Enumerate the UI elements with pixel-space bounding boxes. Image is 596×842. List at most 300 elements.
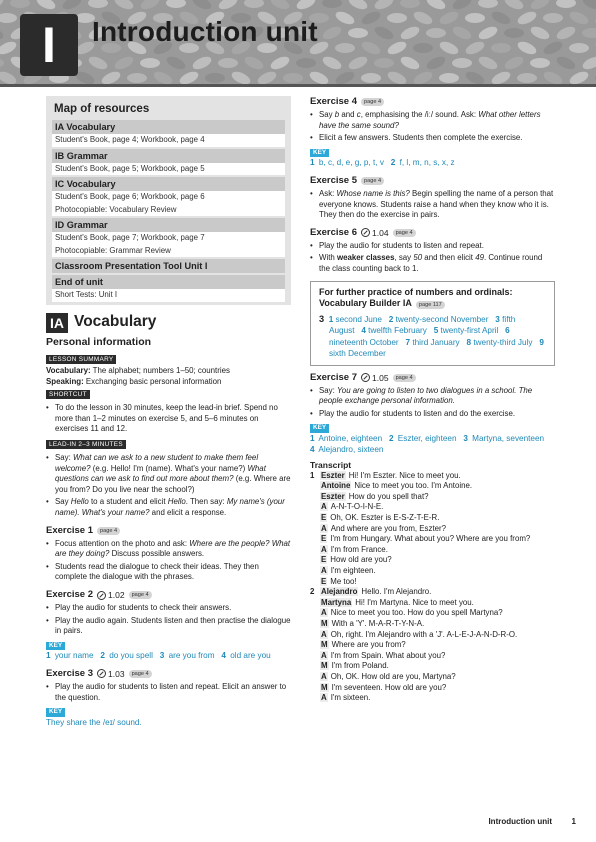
header-pattern-pill [308, 69, 330, 84]
header-pattern-pill [61, 0, 83, 12]
speaking-label: Speaking: [46, 376, 84, 386]
header-pattern-pill [0, 69, 18, 84]
header-pattern-pill [542, 69, 564, 84]
speaking-text: Exchanging basic personal information [83, 376, 222, 386]
header-pattern-pill [322, 0, 342, 8]
lesson-name: Vocabulary [74, 313, 157, 331]
key-label: KEY [310, 424, 329, 433]
map-section-heading: End of unit [52, 275, 285, 289]
answer-item: 1 b, c, d, e, g, p, t, v [310, 158, 384, 168]
map-section-heading: Classroom Presentation Tool Unit I [52, 259, 285, 273]
header-pattern-pill [244, 0, 264, 8]
answer-number: 2 [390, 158, 396, 168]
header-pattern-pill [243, 54, 265, 72]
speaker-label: M [321, 619, 328, 628]
exercise-1-heading: Exercise 1 page 4 [46, 525, 291, 537]
header-pattern-pill [400, 0, 420, 8]
page-ref-badge: page 4 [129, 591, 152, 599]
header-pattern-pill [256, 69, 278, 84]
header-pattern-pill [296, 58, 316, 68]
transcript-line [310, 619, 555, 630]
shortcut-tag: SHORTCUT [46, 390, 90, 399]
transcript-line [310, 471, 555, 482]
speech-text: With a 'Y'. M-A-R-T-Y-N-A. [331, 619, 425, 628]
step: • Play the audio for students to listen and repeat. [310, 241, 555, 252]
speech-text: I'm sixteen. [330, 693, 371, 703]
shortcut-list [46, 403, 291, 435]
header-pattern-pill [477, 24, 499, 42]
transcript-line [310, 651, 555, 662]
header-pattern-pill [100, 69, 122, 84]
leadin-item: • Say: What can we ask to a new student to make them feel welcome? (e.g. Hello! I'm (name). What's your name?) What questions can we ask to find out more about them? (e.g. Where are you from? Do you live near the school?) [46, 453, 291, 495]
answer-item: 4 Alejandro, sixteen [310, 444, 384, 454]
answer-number: 2 [388, 433, 394, 443]
audio-icon [361, 228, 370, 237]
speech-text: And where are you from, Eszter? [330, 523, 447, 533]
lesson-title [46, 313, 291, 333]
header-pattern-pill [543, 13, 563, 23]
answer-item: 2 f, l, m, n, s, x, z [390, 158, 455, 168]
header-pattern-pill [582, 28, 596, 38]
exercise-3-heading: Exercise 3 1.03 page 4 [46, 668, 291, 680]
header-pattern-pill [516, 39, 538, 57]
header-pattern-pill [373, 24, 395, 42]
answer-number: 4 [361, 326, 366, 336]
header-pattern-pill [139, 0, 161, 12]
speaker-label: A [321, 693, 327, 703]
speech-text: How old are you? [330, 555, 392, 565]
speech-text: Oh, right. I'm Alejandro with a 'J'. A-L-E-J-A-N-D-R-O. [330, 629, 518, 639]
track-number: 1.02 [108, 590, 125, 600]
step: • Play the audio again. Students listen and then practise the dialogue in pairs. [46, 616, 291, 637]
step: • Play the audio for students to listen and repeat. Elicit an answer to the question. [46, 682, 291, 703]
header-pattern-pill [0, 58, 4, 68]
speech-text: Nice to meet you too. I'm Antoine. [354, 481, 473, 491]
exercise-2-answers [46, 651, 291, 662]
header-pattern-pill [373, 0, 395, 12]
transcript-line [310, 534, 555, 545]
header-pattern-pill [425, 54, 447, 72]
leadin-list [46, 453, 291, 519]
speaker-label: A [321, 544, 327, 554]
header-pattern-pill [555, 54, 577, 72]
right-column [310, 96, 555, 704]
transcript-line [310, 577, 555, 588]
answer-number: 3 [495, 314, 500, 324]
answer-item: 3 are you from [159, 651, 215, 661]
speech-text: Oh, OK. Eszter is E-S-Z-T-E-R. [330, 513, 440, 523]
answer-number: 1 [310, 433, 315, 443]
header-pattern-pill [568, 9, 590, 27]
header-pattern-pill [490, 69, 512, 84]
answer-number: 3 [463, 433, 468, 443]
step: • Ask: Whose name is this? Begin spelling the name of a person that everyone knows. Students raise a hand when they know who it is. They then do the exercise in pairs. [310, 189, 555, 221]
header-pattern-pill [361, 73, 381, 83]
speech-text: A-N-T-O-I-N-E. [330, 502, 384, 512]
header-pattern-pill [465, 13, 485, 23]
map-section-heading: IC Vocabulary [52, 177, 285, 191]
header-pattern-pill [438, 9, 460, 27]
speaker-label: Martyna [321, 597, 352, 607]
header-pattern-pill [269, 0, 291, 12]
map-sections [52, 120, 285, 302]
speaker-label: Eszter [321, 491, 345, 501]
answer-item: 2 do you spell [100, 651, 153, 661]
further-practice-title: For further practice of numbers and ordinals: [319, 286, 513, 297]
header-pattern-pill [568, 69, 590, 84]
header-pattern-pill [439, 73, 459, 83]
exercise-7-heading: Exercise 7 1.05 page 4 [310, 372, 555, 384]
answer-number: 2 [388, 314, 394, 324]
header-pattern-pill [399, 54, 421, 72]
header-pattern-pill [165, 54, 187, 72]
lesson-summary [46, 366, 291, 387]
step: • Focus attention on the photo and ask: Where are the people? What are they doing? Discuss possible answers. [46, 539, 291, 560]
answer-item: 4 twelfth February [361, 326, 427, 336]
header-pattern-pill [166, 0, 186, 8]
speech-text: I'm seventeen. How old are you? [331, 682, 447, 692]
key-label: KEY [46, 708, 65, 717]
header-pattern-pill [334, 69, 356, 84]
exercise-4-heading: Exercise 4 page 4 [310, 96, 555, 108]
answer-number: 3 [159, 651, 165, 661]
header-pattern-pill [127, 73, 147, 83]
audio-icon [97, 591, 106, 600]
vocab-builder-ref: Vocabulary Builder IA page 117 [319, 298, 546, 310]
header-pattern-pill [556, 0, 576, 8]
header-pattern-pill [426, 28, 446, 38]
header-pattern-pill [413, 43, 433, 53]
dialogue-number: 1 [310, 470, 315, 480]
header-pattern-pill [530, 58, 550, 68]
answer-number: 5 [433, 326, 439, 336]
header-pattern-pill [0, 13, 17, 23]
map-section-heading: IA Vocabulary [52, 120, 285, 134]
header-pattern-pill [464, 69, 486, 84]
header-pattern-pill [0, 0, 5, 12]
header-rule [0, 84, 596, 87]
exercise-2-steps [46, 603, 291, 637]
speaker-label: A [321, 608, 327, 618]
header-pattern-pill [35, 0, 57, 12]
step: • Play the audio for students to listen and do the exercise. [310, 409, 555, 420]
header-pattern-pill [152, 69, 174, 84]
header-pattern-pill [451, 24, 473, 42]
left-column [46, 96, 291, 728]
speaker-label: Alejandro [321, 587, 358, 597]
map-of-resources [46, 96, 291, 305]
track-number: 1.04 [372, 227, 389, 238]
speaker-label: A [321, 650, 327, 660]
step: • Say: You are going to listen to two dialogues in a school. The people exchange personal information. [310, 386, 555, 407]
header-pattern-pill [347, 0, 369, 12]
header-pattern-pill [387, 13, 407, 23]
header-pattern-pill [516, 9, 538, 27]
map-section-line: Student's Book, page 5; Workbook, page 5 [52, 163, 285, 176]
header-pattern-pill [478, 0, 498, 8]
map-section-line: Student's Book, page 4; Workbook, page 4 [52, 134, 285, 147]
header-pattern-pill [348, 28, 368, 38]
exercise-number: 3 [319, 313, 325, 324]
transcript-line [310, 672, 555, 683]
page-number: 1 [571, 817, 576, 826]
map-section-line: Short Tests: Unit I [52, 289, 285, 302]
speech-text: I'm from France. [330, 544, 388, 554]
header-pattern-pill [386, 69, 408, 84]
header-pattern-pill [178, 69, 200, 84]
speech-text: I'm from Spain. What about you? [330, 650, 446, 660]
header-pattern-pill [464, 39, 486, 57]
header-pattern-pill [10, 0, 30, 8]
transcript-line [310, 545, 555, 556]
lesson-summary-tag: LESSON SUMMARY [46, 355, 116, 364]
answer-item: 3 fifth August [329, 314, 516, 336]
answer-item: 8 twenty-third July [466, 337, 533, 347]
answer-item: 6 nineteenth October [329, 326, 510, 347]
header-pattern-pill [230, 69, 252, 84]
speech-text: How do you spell that? [348, 491, 429, 501]
transcript-line [310, 693, 555, 704]
exercise-3-steps [46, 682, 291, 703]
header-pattern-pill [555, 24, 577, 42]
header-pattern-pill [321, 54, 343, 72]
header-pattern-pill [581, 54, 596, 72]
answer-number: 1 [310, 158, 315, 168]
exercise-3-answer: They share the /eɪ/ sound. [46, 717, 142, 727]
speech-text: I'm from Hungary. What about you? Where are you from? [330, 534, 531, 544]
header-pattern-pill [113, 54, 135, 72]
further-practice-box [310, 281, 555, 366]
answer-item: 1 second June [328, 314, 382, 324]
page-ref-badge: page 4 [97, 527, 120, 535]
header-pattern-pill [452, 58, 472, 68]
lesson-subtitle: Personal information [46, 335, 152, 348]
header-pattern-pill [0, 24, 5, 42]
header-pattern-pill [529, 24, 551, 42]
header-pattern-pill [205, 73, 225, 83]
transcript-line [310, 513, 555, 524]
header-pattern-pill [283, 73, 303, 83]
header-pattern-pill [569, 43, 589, 53]
speech-text: I'm eighteen. [330, 566, 376, 576]
header-pattern-pill [191, 0, 213, 12]
header-pattern-pill [191, 54, 213, 72]
header-pattern-pill [334, 9, 356, 27]
footer-label: Introduction unit [488, 817, 552, 826]
dialogue-number: 2 [310, 587, 315, 597]
exercise-6-steps [310, 241, 555, 275]
lesson-code: IA [46, 313, 68, 333]
step: • Play the audio for students to check their answers. [46, 603, 291, 614]
page-title: Introduction unit [92, 16, 318, 47]
header-pattern-pill [542, 39, 564, 57]
speaker-label: Antoine [321, 481, 351, 491]
vocab-label: Vocabulary: [46, 366, 91, 376]
answer-item: 3 Martyna, seventeen [463, 433, 545, 443]
header-pattern-pill [295, 0, 317, 12]
shortcut-item: • To do the lesson in 30 minutes, keep the lead-in brief. Spend no more than 1–2 minutes on exercise 5, and 5–6 minutes on exercises 11 and 12. [46, 403, 291, 435]
speaker-label: A [321, 502, 327, 512]
header-pattern-pill [88, 0, 108, 8]
transcript-line [310, 640, 555, 651]
transcript-line [310, 492, 555, 503]
answer-item: 2 twenty-second November [388, 314, 489, 324]
answer-item: 2 Eszter, eighteen [388, 433, 457, 443]
answer-number: 6 [505, 326, 510, 336]
transcript-line [310, 566, 555, 577]
unit-letter: I [20, 14, 78, 76]
map-section-line: Photocopiable: Grammar Review [52, 245, 285, 258]
header-pattern-pill [529, 0, 551, 12]
answer-number: 7 [405, 337, 411, 347]
step: • Students read the dialogue to check their ideas. They then complete the dialogue with the phrases. [46, 562, 291, 583]
header-pattern-pill [374, 58, 394, 68]
page-ref-badge: page 4 [393, 229, 416, 237]
answer-number: 4 [221, 651, 226, 661]
transcript-line [310, 502, 555, 513]
leadin-tag: LEAD-IN 2–3 MINUTES [46, 440, 126, 449]
header-pattern-pill [425, 0, 447, 12]
exercise-4-answers [310, 158, 555, 169]
header-pattern-pill [140, 58, 160, 68]
header-pattern-pill [87, 54, 109, 72]
speaker-label: E [321, 513, 327, 523]
answer-item: 5 twenty-first April [433, 326, 499, 336]
transcript-line [310, 587, 555, 598]
transcript-line [310, 661, 555, 672]
step: • With weaker classes, say 50 and then elicit 49. Continue round the class counting back to 1. [310, 253, 555, 274]
header-pattern-pill [503, 54, 525, 72]
exercise-1-steps [46, 539, 291, 583]
key-label: KEY [46, 642, 65, 651]
exercise-2-heading: Exercise 2 1.02 page 4 [46, 589, 291, 601]
speech-text: Me too! [330, 576, 357, 586]
exercise-6-heading: Exercise 6 1.04 page 4 [310, 227, 555, 239]
answer-number: 1 [46, 651, 51, 661]
map-section-line: Student's Book, page 7; Workbook, page 7 [52, 232, 285, 245]
track-number: 1.03 [108, 668, 125, 679]
header-pattern-pill [347, 54, 369, 72]
vocab-text: The alphabet; numbers 1–50; countries [90, 366, 230, 376]
header-pattern-pill [335, 43, 355, 53]
exercise-4-steps [310, 110, 555, 144]
speaker-label: A [321, 523, 327, 533]
transcript-line [310, 481, 555, 492]
header-pattern-pill [504, 28, 524, 38]
speaker-label: A [321, 566, 327, 576]
page-ref-badge: page 117 [416, 301, 445, 309]
exercise-5-heading: Exercise 5 page 4 [310, 175, 555, 187]
speech-text: Where are you from? [331, 640, 406, 650]
track-number: 1.05 [372, 372, 389, 383]
header-pattern-pill [269, 54, 291, 72]
step: • Elicit a few answers. Students then complete the exercise. [310, 133, 555, 144]
speaker-label: Eszter [321, 470, 345, 480]
header-pattern-pill [113, 0, 135, 12]
header-pattern-pill [360, 9, 382, 27]
transcript-line [310, 630, 555, 641]
header-pattern-pill [218, 58, 238, 68]
answer-number: 2 [100, 651, 105, 661]
header-pattern-pill [581, 0, 596, 12]
step: • Say b and c, emphasising the /iː/ sound. Ask: What other letters have the same sound? [310, 110, 555, 131]
audio-icon [97, 669, 106, 678]
transcript-line [310, 683, 555, 694]
exercise-7-steps [310, 386, 555, 420]
speech-text: I'm from Poland. [331, 661, 389, 671]
header-pattern-pill [491, 43, 511, 53]
answer-item: 1 Antoine, eighteen [310, 433, 383, 443]
header-pattern-pill [360, 39, 382, 57]
speech-text: Oh, OK. How old are you, Martyna? [330, 671, 456, 681]
header-pattern-pill [438, 39, 460, 57]
transcript-line [310, 555, 555, 566]
speaker-label: E [321, 555, 327, 565]
header-pattern-pill [451, 0, 473, 12]
transcript-title: Transcript [310, 460, 352, 471]
answer-number: 8 [466, 337, 472, 347]
header-pattern-pill [503, 0, 525, 12]
speaker-label: E [321, 576, 327, 586]
page-ref-badge: page 4 [361, 177, 384, 185]
page-ref-badge: page 4 [361, 98, 384, 106]
header-pattern-pill [386, 39, 408, 57]
map-section-line: Photocopiable: Vocabulary Review [52, 204, 285, 217]
speech-text: Hi! I'm Martyna. Nice to meet you. [355, 597, 474, 607]
page-ref-badge: page 4 [393, 374, 416, 382]
audio-icon [361, 373, 370, 382]
exercise-5-steps [310, 189, 555, 221]
answer-item: 4 old are you [221, 651, 271, 661]
speech-text: Hello. I'm Alejandro. [361, 587, 432, 597]
speaker-label: M [321, 640, 328, 650]
speaker-label: M [321, 682, 328, 692]
header-pattern-pill [399, 24, 421, 42]
answer-number: 1 [328, 314, 334, 324]
transcript-line [310, 598, 555, 609]
transcript-line [310, 608, 555, 619]
leadin-item: • Say Hello to a student and elicit Hello. Then say: My name's (your name). What's your name? and elicit a response. [46, 497, 291, 518]
answer-number: 9 [539, 337, 544, 347]
header-pattern-pill [412, 69, 434, 84]
key-label: KEY [310, 149, 329, 158]
header-pattern-pill [0, 39, 18, 57]
answer-item: 7 third January [405, 337, 460, 347]
speaker-label: A [321, 629, 327, 639]
header-pattern-pill [477, 54, 499, 72]
speech-text: Nice to meet you too. How do you spell Martyna? [330, 608, 503, 618]
header-pattern-pill [412, 9, 434, 27]
speaker-label: E [321, 534, 327, 544]
page-ref-badge: page 4 [129, 670, 152, 678]
map-section-line: Student's Book, page 6; Workbook, page 6 [52, 191, 285, 204]
answer-item: 9 sixth December [329, 337, 544, 359]
answer-item: 1 your name [46, 651, 94, 661]
speaker-label: A [321, 671, 327, 681]
speaker-label: M [321, 661, 328, 671]
header-pattern-pill [517, 73, 537, 83]
exercise-7-answers [310, 434, 555, 455]
map-section-heading: ID Grammar [52, 218, 285, 232]
further-practice-answers [319, 314, 546, 360]
transcript-body [310, 471, 555, 704]
transcript-line [310, 524, 555, 535]
header-pattern-pill [490, 9, 512, 27]
map-title: Map of resources [54, 103, 150, 115]
speech-text: Hi! I'm Eszter. Nice to meet you. [348, 470, 461, 480]
map-section-heading: IB Grammar [52, 149, 285, 163]
answer-number: 4 [310, 444, 315, 454]
